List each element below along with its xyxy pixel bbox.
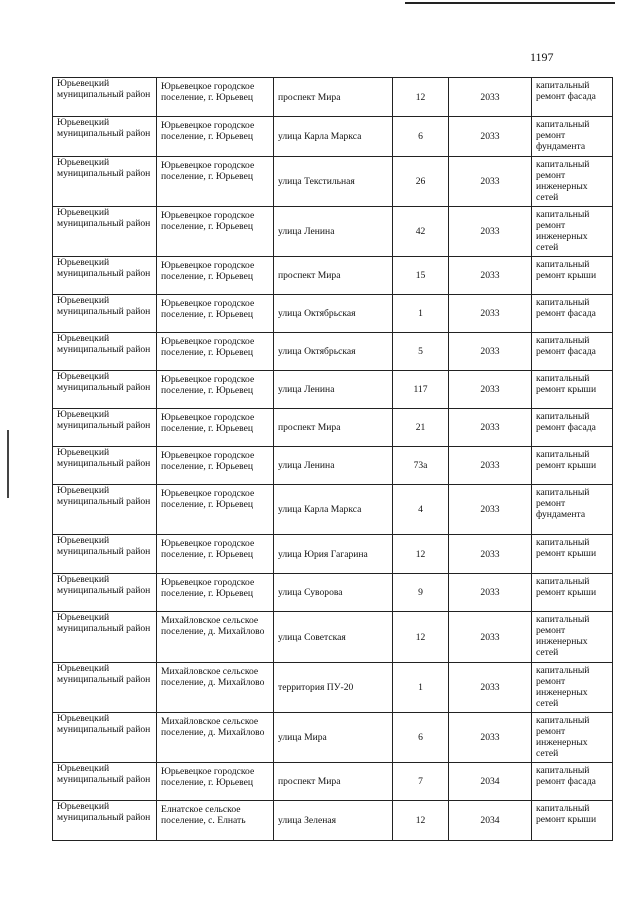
table-row (53, 409, 613, 447)
work-type-cell: капитальный ремонт крыши (532, 535, 613, 574)
district-cell: Юрьевецкий муниципальный район (53, 257, 157, 295)
work-type-cell: капитальный ремонт инженерных сетей (532, 713, 613, 763)
house-number-cell: 12 (393, 801, 449, 841)
district-cell: Юрьевецкий муниципальный район (53, 78, 157, 117)
district-cell: Юрьевецкий муниципальный район (53, 612, 157, 663)
house-number-cell: 117 (393, 371, 449, 409)
street-cell: проспект Мира (274, 763, 393, 801)
district-cell: Юрьевецкий муниципальный район (53, 295, 157, 333)
district-cell: Юрьевецкий муниципальный район (53, 801, 157, 841)
year-cell: 2034 (449, 801, 532, 841)
district-cell: Юрьевецкий муниципальный район (53, 763, 157, 801)
year-cell: 2033 (449, 333, 532, 371)
year-cell: 2033 (449, 207, 532, 257)
year-cell: 2033 (449, 295, 532, 333)
settlement-cell: Юрьевецкое городское поселение, г. Юрьевец (157, 78, 274, 117)
settlement-cell: Юрьевецкое городское поселение, г. Юрьевец (157, 295, 274, 333)
house-number-cell: 21 (393, 409, 449, 447)
work-type-cell: капитальный ремонт фасада (532, 333, 613, 371)
year-cell: 2033 (449, 117, 532, 157)
work-type-cell: капитальный ремонт фундамента (532, 117, 613, 157)
work-type-cell: капитальный ремонт фасада (532, 295, 613, 333)
settlement-cell: Юрьевецкое городское поселение, г. Юрьевец (157, 371, 274, 409)
table-row (53, 801, 613, 841)
work-type-cell: капитальный ремонт инженерных сетей (532, 157, 613, 207)
street-cell: улица Текстильная (274, 157, 393, 207)
table-row (53, 485, 613, 535)
house-number-cell: 4 (393, 485, 449, 535)
table-row (53, 663, 613, 713)
table-row (53, 535, 613, 574)
table-row (53, 257, 613, 295)
settlement-cell: Юрьевецкое городское поселение, г. Юрьевец (157, 117, 274, 157)
house-number-cell: 9 (393, 574, 449, 612)
year-cell: 2033 (449, 78, 532, 117)
work-type-cell: капитальный ремонт крыши (532, 257, 613, 295)
year-cell: 2033 (449, 257, 532, 295)
settlement-cell: Юрьевецкое городское поселение, г. Юрьевец (157, 535, 274, 574)
table-row (53, 333, 613, 371)
table-row (53, 117, 613, 157)
street-cell: улица Карла Маркса (274, 485, 393, 535)
district-cell: Юрьевецкий муниципальный район (53, 207, 157, 257)
district-cell: Юрьевецкий муниципальный район (53, 663, 157, 713)
settlement-cell: Елнатское сельское поселение, с. Елнать (157, 801, 274, 841)
street-cell: улица Октябрьская (274, 333, 393, 371)
table-row (53, 371, 613, 409)
work-type-cell: капитальный ремонт крыши (532, 371, 613, 409)
settlement-cell: Михайловское сельское поселение, д. Михайлово (157, 713, 274, 763)
work-type-cell: капитальный ремонт инженерных сетей (532, 612, 613, 663)
street-cell: улица Ленина (274, 207, 393, 257)
street-cell: проспект Мира (274, 78, 393, 117)
house-number-cell: 5 (393, 333, 449, 371)
house-number-cell: 15 (393, 257, 449, 295)
work-type-cell: капитальный ремонт фундамента (532, 485, 613, 535)
street-cell: улица Зеленая (274, 801, 393, 841)
table-row (53, 612, 613, 663)
district-cell: Юрьевецкий муниципальный район (53, 371, 157, 409)
house-number-cell: 12 (393, 535, 449, 574)
page-number: 1197 (530, 50, 554, 64)
district-cell: Юрьевецкий муниципальный район (53, 117, 157, 157)
settlement-cell: Михайловское сельское поселение, д. Михайлово (157, 612, 274, 663)
table-row (53, 295, 613, 333)
year-cell: 2033 (449, 612, 532, 663)
house-number-cell: 26 (393, 157, 449, 207)
work-type-cell: капитальный ремонт фасада (532, 78, 613, 117)
street-cell: улица Суворова (274, 574, 393, 612)
work-type-cell: капитальный ремонт крыши (532, 801, 613, 841)
settlement-cell: Юрьевецкое городское поселение, г. Юрьевец (157, 409, 274, 447)
house-number-cell: 7 (393, 763, 449, 801)
year-cell: 2033 (449, 447, 532, 485)
settlement-cell: Юрьевецкое городское поселение, г. Юрьевец (157, 257, 274, 295)
table-body (53, 78, 613, 841)
street-cell: улица Юрия Гагарина (274, 535, 393, 574)
top-rule (405, 2, 615, 4)
settlement-cell: Юрьевецкое городское поселение, г. Юрьевец (157, 574, 274, 612)
year-cell: 2033 (449, 371, 532, 409)
house-number-cell: 1 (393, 295, 449, 333)
street-cell: улица Советская (274, 612, 393, 663)
year-cell: 2033 (449, 157, 532, 207)
district-cell: Юрьевецкий муниципальный район (53, 485, 157, 535)
district-cell: Юрьевецкий муниципальный район (53, 157, 157, 207)
work-type-cell: капитальный ремонт крыши (532, 447, 613, 485)
settlement-cell: Юрьевецкое городское поселение, г. Юрьевец (157, 333, 274, 371)
house-number-cell: 6 (393, 117, 449, 157)
street-cell: улица Карла Маркса (274, 117, 393, 157)
work-type-cell: капитальный ремонт фасада (532, 409, 613, 447)
district-cell: Юрьевецкий муниципальный район (53, 574, 157, 612)
table-row (53, 157, 613, 207)
margin-mark (7, 430, 9, 498)
year-cell: 2034 (449, 763, 532, 801)
table-row (53, 713, 613, 763)
street-cell: улица Октябрьская (274, 295, 393, 333)
table-row (53, 207, 613, 257)
year-cell: 2033 (449, 409, 532, 447)
year-cell: 2033 (449, 485, 532, 535)
settlement-cell: Юрьевецкое городское поселение, г. Юрьевец (157, 207, 274, 257)
housing-repair-table (52, 77, 613, 841)
district-cell: Юрьевецкий муниципальный район (53, 409, 157, 447)
district-cell: Юрьевецкий муниципальный район (53, 713, 157, 763)
year-cell: 2033 (449, 535, 532, 574)
street-cell: улица Ленина (274, 447, 393, 485)
district-cell: Юрьевецкий муниципальный район (53, 333, 157, 371)
year-cell: 2033 (449, 713, 532, 763)
street-cell: проспект Мира (274, 409, 393, 447)
street-cell: улица Ленина (274, 371, 393, 409)
settlement-cell: Юрьевецкое городское поселение, г. Юрьевец (157, 763, 274, 801)
district-cell: Юрьевецкий муниципальный район (53, 535, 157, 574)
table-row (53, 574, 613, 612)
street-cell: территория ПУ-20 (274, 663, 393, 713)
table-row (53, 78, 613, 117)
house-number-cell: 12 (393, 78, 449, 117)
settlement-cell: Михайловское сельское поселение, д. Михайлово (157, 663, 274, 713)
house-number-cell: 6 (393, 713, 449, 763)
house-number-cell: 1 (393, 663, 449, 713)
settlement-cell: Юрьевецкое городское поселение, г. Юрьевец (157, 447, 274, 485)
house-number-cell: 12 (393, 612, 449, 663)
settlement-cell: Юрьевецкое городское поселение, г. Юрьевец (157, 485, 274, 535)
year-cell: 2033 (449, 574, 532, 612)
table-row (53, 447, 613, 485)
year-cell: 2033 (449, 663, 532, 713)
work-type-cell: капитальный ремонт инженерных сетей (532, 207, 613, 257)
house-number-cell: 73а (393, 447, 449, 485)
work-type-cell: капитальный ремонт фасада (532, 763, 613, 801)
street-cell: проспект Мира (274, 257, 393, 295)
street-cell: улица Мира (274, 713, 393, 763)
settlement-cell: Юрьевецкое городское поселение, г. Юрьевец (157, 157, 274, 207)
table-row (53, 763, 613, 801)
work-type-cell: капитальный ремонт инженерных сетей (532, 663, 613, 713)
district-cell: Юрьевецкий муниципальный район (53, 447, 157, 485)
house-number-cell: 42 (393, 207, 449, 257)
work-type-cell: капитальный ремонт крыши (532, 574, 613, 612)
